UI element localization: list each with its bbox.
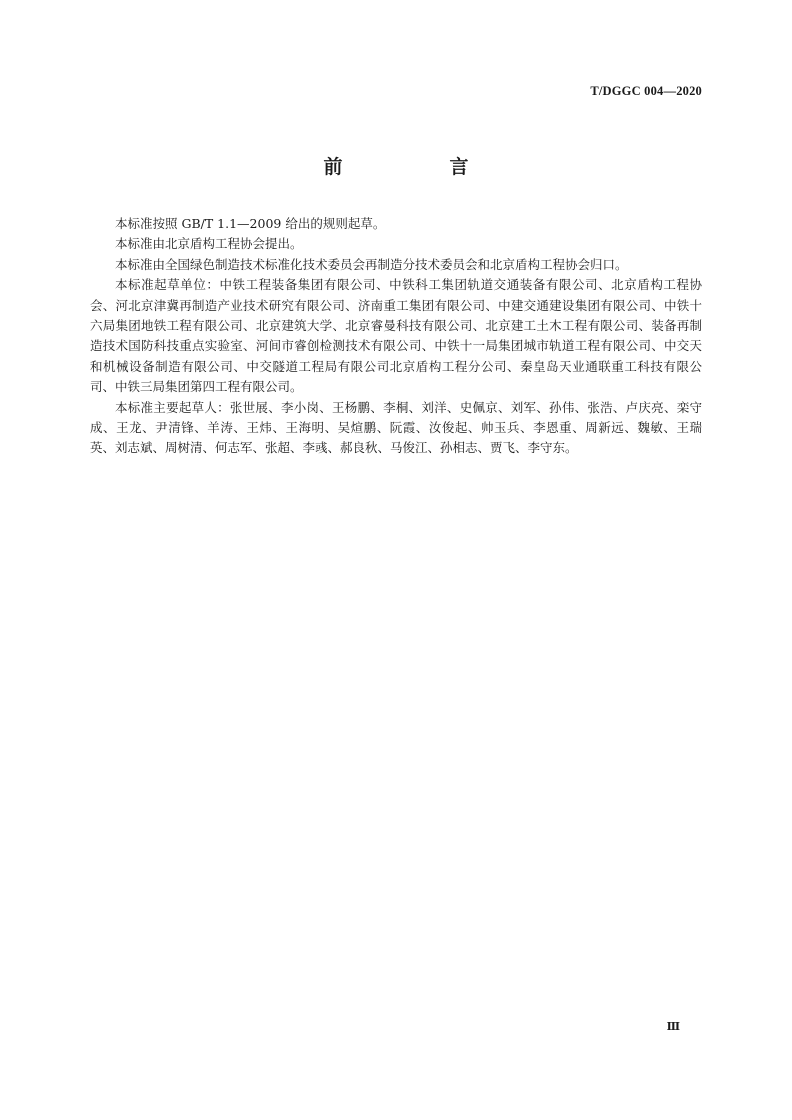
standard-code: T/DGGC 004—2020 [590,84,702,98]
document-body [90,214,702,459]
page-title: 前 言 [323,156,513,178]
page-number: Ⅲ [666,1021,680,1033]
paragraph-administrator: 本标准由全国绿色制造技术标准化技术委员会再制造分技术委员会和北京盾构工程协会归口。 [115,256,628,272]
paragraph-drafting-organizations: 本标准起草单位：中铁工程装备集团有限公司、中铁科工集团轨道交通装备有限公司、北京盾构工程协会、河北京津冀再制造产业技术研究有限公司、济南重工集团有限公司、中建交通建设集团有限公司、中铁十六局集团地铁工程有限公司、北京建筑大学、北京睿曼科技有限公司、北京建工土木工程有限公司、装备再制造技术国防科技重点实验室、河间市睿创检测技术有限公司、中铁十一局集团城市轨道工程有限公司、中交天和机械设备制造有限公司、中交隧道工程局有限公司北京盾构工程分公司、秦皇岛天业通联重工科技有限公司、中铁三局集团第四工程有限公司。 [90,277,702,395]
paragraph-principal-drafters: 本标准主要起草人：张世展、李小岗、王杨鹏、李桐、刘洋、史佩京、刘军、孙伟、张浩、卢庆亮、栾守成、王龙、尹清锋、羊涛、王炜、王海明、吴煊鹏、阮霞、汝俊起、帅玉兵、李恩重、周新远、魏敏、王瑞英、刘志斌、周树清、何志军、张超、李彧、郝良秋、马俊江、孙相志、贾飞、李守东。 [90,399,702,456]
paragraph-proposer: 本标准由北京盾构工程协会提出。 [115,236,303,252]
paragraph-drafting-rules: 本标准按照 GB/T 1.1—2009 给出的规则起草。 [115,216,386,231]
